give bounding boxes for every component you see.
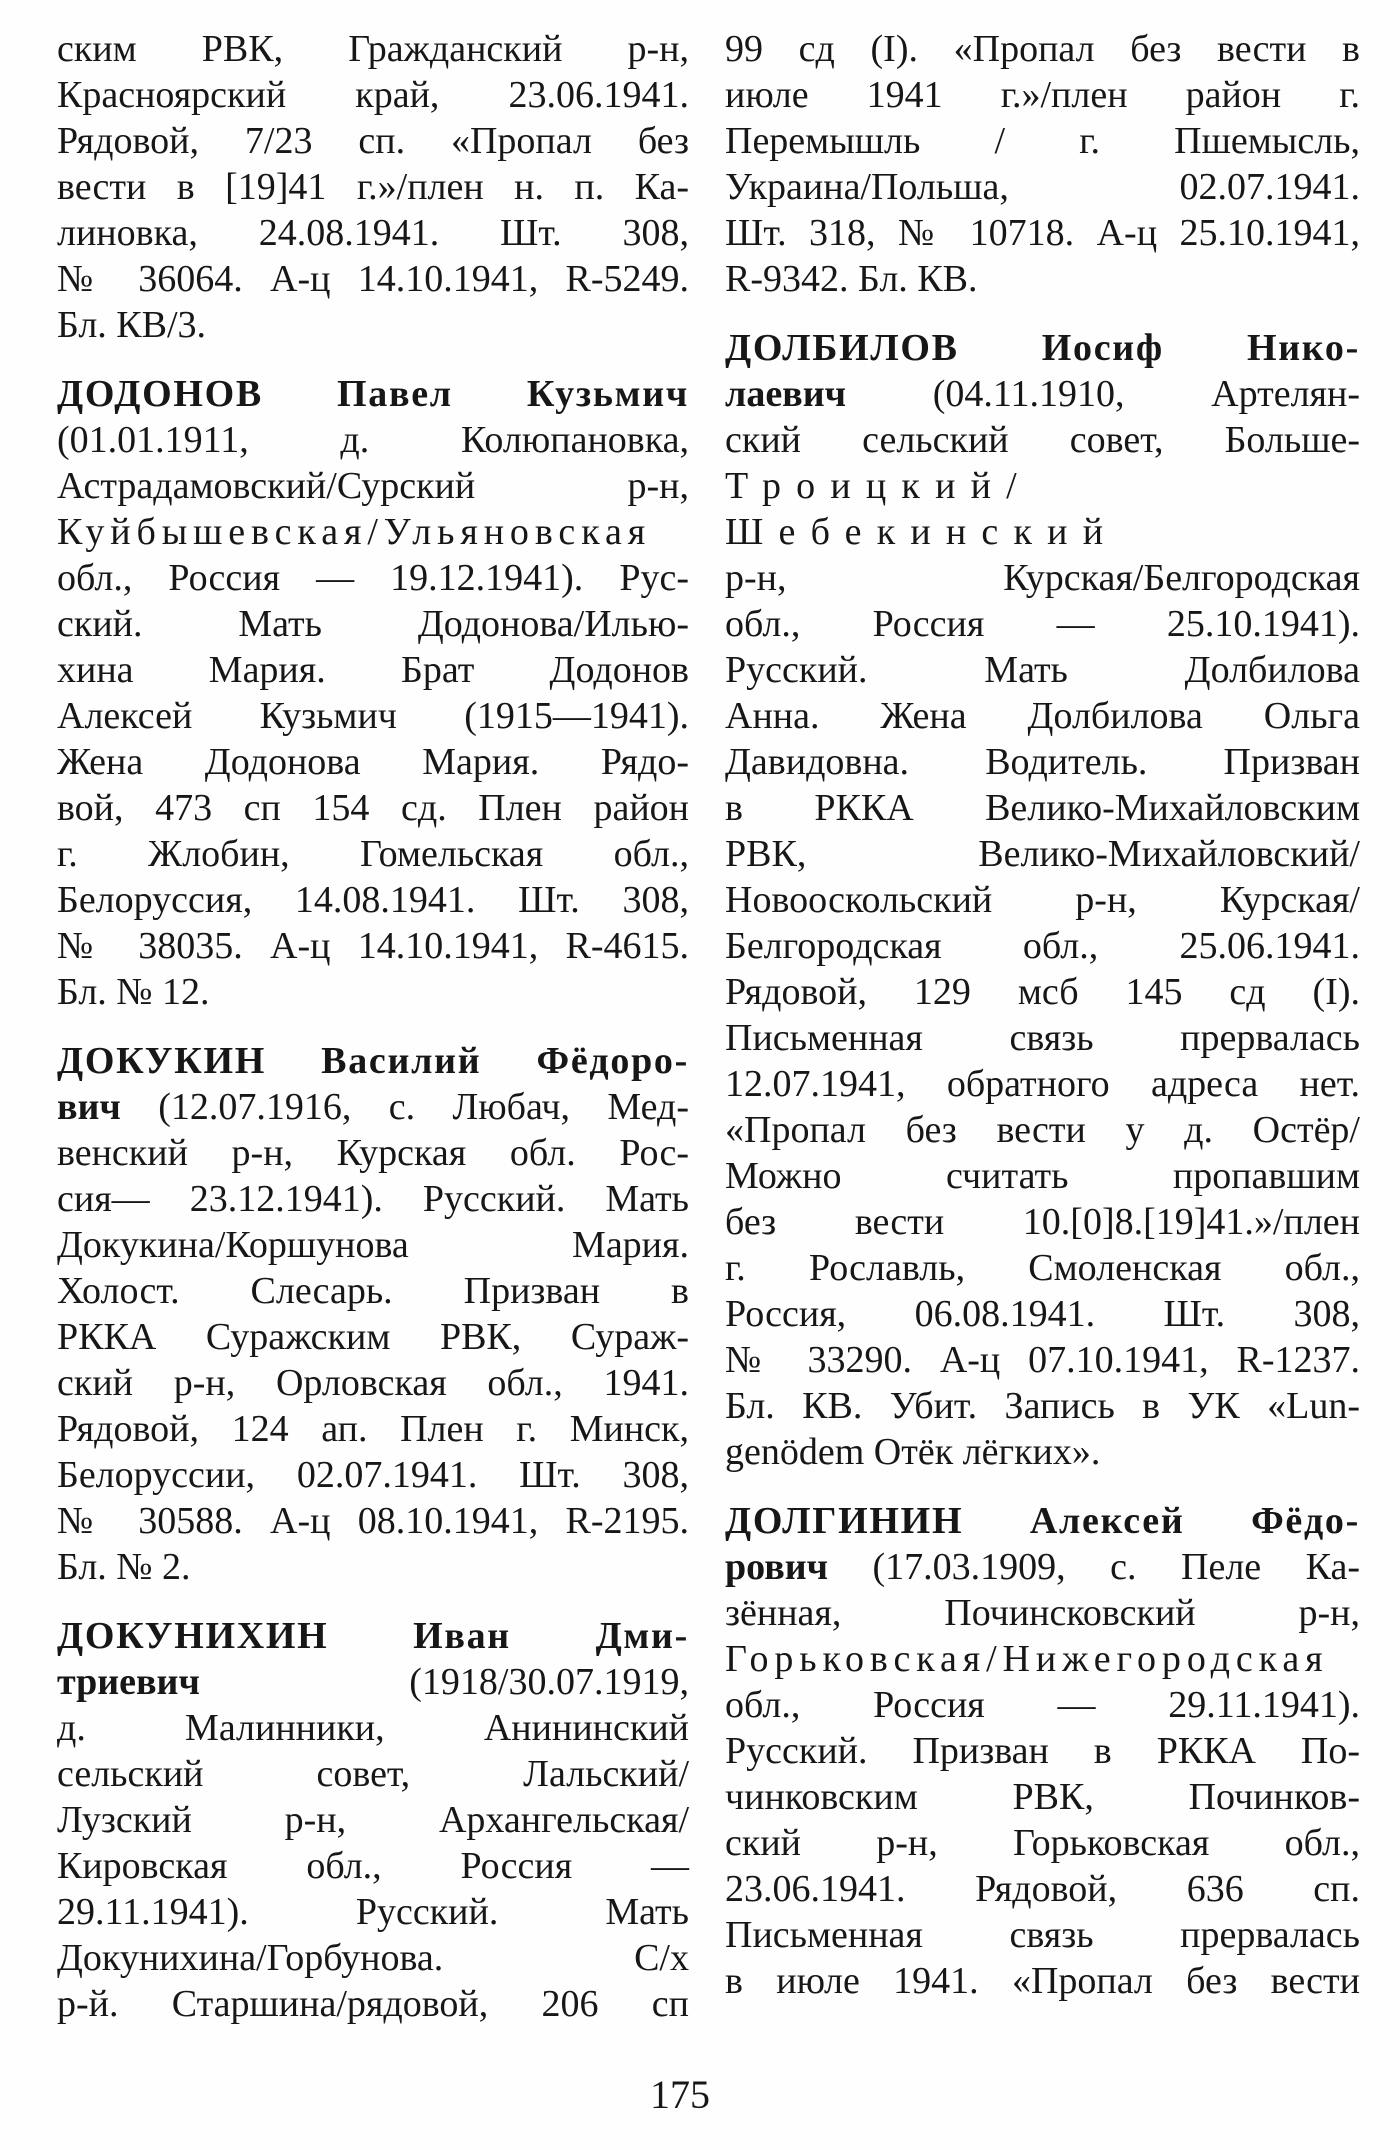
text-line (57, 1406, 689, 1452)
entry-text: Алексей Кузьмич (1915—1941). (57, 695, 689, 737)
entry-text: Россия, 06.08.1941. Шт. 308, (725, 1293, 1360, 1335)
text-line (725, 1636, 1360, 1682)
entry-paragraph (725, 1498, 1360, 2004)
text-line (57, 1130, 689, 1176)
entry-text: Бл. № 12. (57, 971, 210, 1013)
text-line (725, 739, 1360, 785)
text-line (57, 1498, 689, 1544)
text-line (57, 1889, 689, 1935)
text-line (57, 601, 689, 647)
text-line (725, 1728, 1360, 1774)
entry-text: хина Мария. Брат Додонов (57, 649, 689, 691)
text-line (725, 1912, 1360, 1958)
entry-text: ский сельский совет, Больше- (725, 419, 1360, 461)
text-line (57, 1268, 689, 1314)
text-line (57, 1935, 689, 1981)
entry-text: обл., Россия — 25.10.1941). (725, 603, 1360, 645)
entry-headword: ДОЛБИЛОВ Иосиф Нико- (725, 327, 1360, 369)
text-line (725, 1498, 1360, 1544)
text-line (57, 118, 689, 164)
entry-text: R-9342. Бл. КВ. (725, 258, 978, 300)
entry-headword: ДОКУКИН Василий Фёдоро- (57, 1040, 689, 1082)
entry-text: (01.01.1911, д. Колюпановка, (57, 419, 689, 461)
text-line (57, 1544, 689, 1590)
text-column-right (725, 26, 1360, 2004)
text-line (725, 26, 1360, 72)
text-line (57, 1360, 689, 1406)
entry-text: Горьковская/Нижегородская (725, 1638, 1329, 1680)
entry-text: Красноярский край, 23.06.1941. (57, 74, 689, 116)
entry-text: июле 1941 г.»/плен район г. (725, 74, 1360, 116)
text-line (57, 1613, 689, 1659)
entry-text: г. Жлобин, Гомельская обл., (57, 833, 689, 875)
entry-paragraph (57, 1038, 689, 1590)
text-line (57, 417, 689, 463)
entry-text: Лузский р-н, Архангельская/ (57, 1799, 689, 1841)
entry-text: Шт. 318, № 10718. А-ц 25.10.1941, (725, 212, 1360, 254)
entry-text: вой, 473 сп 154 сд. Плен район (57, 787, 689, 829)
entry-text: № 36064. А-ц 14.10.1941, R-5249. (57, 258, 689, 300)
entry-text: Белгородская обл., 25.06.1941. (725, 925, 1360, 967)
text-line (725, 1015, 1360, 1061)
entry-text: чинковским РВК, Починков- (725, 1776, 1360, 1818)
text-line (725, 1958, 1360, 2004)
entry-text: Троицкий/Шебекинский (725, 465, 1119, 553)
text-line (57, 739, 689, 785)
entry-text: Письменная связь прервалась (725, 1017, 1360, 1059)
text-line (725, 877, 1360, 923)
entry-text: Кировская обл., Россия — (57, 1845, 689, 1887)
entry-headword: лаевич (725, 373, 847, 415)
text-line (57, 1659, 689, 1705)
text-line (57, 1038, 689, 1084)
entry-text: № 30588. А-ц 08.10.1941, R-2195. (57, 1500, 689, 1542)
text-line (57, 1314, 689, 1360)
text-line (725, 1337, 1360, 1383)
entry-text: Жена Додонова Мария. Рядо- (57, 741, 689, 783)
entry-headword: вич (57, 1086, 121, 1128)
text-line (725, 325, 1360, 371)
text-line (57, 1797, 689, 1843)
text-line (725, 555, 1360, 601)
entry-text: Давидовна. Водитель. Призван (725, 741, 1360, 783)
entry-text: вести в [19]41 г.»/плен н. п. Ка- (57, 166, 689, 208)
text-line (725, 256, 1360, 302)
entry-text: Докукина/Коршунова Мария. (57, 1224, 689, 1266)
entry-text: РККА Суражским РВК, Сураж- (57, 1316, 689, 1358)
text-line (57, 785, 689, 831)
entry-text: Анна. Жена Долбилова Ольга (725, 695, 1360, 737)
entry-text: зённая, Починсковский р-н, (725, 1592, 1360, 1634)
text-line (725, 1291, 1360, 1337)
text-line (725, 72, 1360, 118)
text-line (725, 831, 1360, 877)
entry-text: 99 сд (I). «Пропал без вести в (725, 28, 1360, 70)
text-line (57, 509, 689, 555)
text-line (57, 371, 689, 417)
text-line (725, 1383, 1360, 1429)
text-line (725, 118, 1360, 164)
text-line (725, 1820, 1360, 1866)
entry-text: Украина/Польша, 02.07.1941. (725, 166, 1360, 208)
entry-text: ский р-н, Орловская обл., 1941. (57, 1362, 689, 1404)
page-number: 175 (650, 2072, 710, 2117)
entry-text: д. Малинники, Анининский (57, 1707, 689, 1749)
entry-text: Белоруссия, 14.08.1941. Шт. 308, (57, 879, 689, 921)
entry-text: (1918/30.07.1919, (199, 1661, 689, 1703)
entry-text: линовка, 24.08.1941. Шт. 308, (57, 212, 689, 254)
text-line (725, 923, 1360, 969)
text-line (57, 969, 689, 1015)
entry-text: Письменная связь прервалась (725, 1914, 1360, 1956)
text-line (57, 877, 689, 923)
entry-text: Бл. № 2. (57, 1546, 191, 1588)
text-line (57, 164, 689, 210)
text-line (57, 1176, 689, 1222)
entry-text: Рядовой, 124 ап. Плен г. Минск, (57, 1408, 689, 1450)
entry-text: Бл. КВ. Убит. Запись в УК «Lun- (725, 1385, 1360, 1427)
text-line (725, 1682, 1360, 1728)
entry-text: (04.11.1910, Артелян- (846, 373, 1360, 415)
entry-text: 29.11.1941). Русский. Мать (57, 1891, 689, 1933)
entry-text: р-н, Курская/Белгородская (725, 557, 1360, 599)
entry-text: венский р-н, Курская обл. Рос- (57, 1132, 689, 1174)
entry-paragraph (57, 1613, 689, 2027)
text-line (725, 1107, 1360, 1153)
entry-text: Рядовой, 129 мсб 145 сд (I). (725, 971, 1360, 1013)
text-line (57, 1751, 689, 1797)
entry-text: в июле 1941. «Пропал без вести (725, 1960, 1360, 2002)
text-line (725, 210, 1360, 256)
text-line (725, 1153, 1360, 1199)
entry-text: Новооскольский р-н, Курская/ (725, 879, 1360, 921)
text-line (725, 1774, 1360, 1820)
entry-text: № 38035. А-ц 14.10.1941, R-4615. (57, 925, 689, 967)
text-line (57, 923, 689, 969)
text-line (57, 210, 689, 256)
entry-headword: ДОКУНИХИН Иван Дми- (57, 1615, 689, 1657)
text-line (57, 647, 689, 693)
text-line (725, 463, 1360, 555)
text-line (57, 256, 689, 302)
entry-text: РВК, Велико-Михайловский/ (725, 833, 1360, 875)
text-line (57, 463, 689, 509)
entry-text: 23.06.1941. Рядовой, 636 сп. (725, 1868, 1360, 1910)
entry-text: Русский. Мать Долбилова (725, 649, 1360, 691)
entry-text: ский р-н, Горьковская обл., (725, 1822, 1360, 1864)
text-line (57, 1452, 689, 1498)
text-line (57, 693, 689, 739)
text-line (725, 1866, 1360, 1912)
entry-text: Перемышль / г. Пшемысль, (725, 120, 1360, 162)
entry-headword: триевич (57, 1661, 200, 1703)
text-line (725, 969, 1360, 1015)
entry-paragraph (57, 371, 689, 1015)
entry-headword: ДОЛГИНИН Алексей Фёдо- (725, 1500, 1360, 1542)
text-line (725, 647, 1360, 693)
text-column-left (57, 26, 689, 2027)
entry-text: без вести 10.[0]8.[19]41.»/плен (725, 1201, 1360, 1243)
text-line (725, 1245, 1360, 1291)
text-line (725, 693, 1360, 739)
entry-text: Рядовой, 7/23 сп. «Пропал без (57, 120, 689, 162)
entry-text: Русский. Призван в РККА По- (725, 1730, 1360, 1772)
entry-text: сельский совет, Лальский/ (57, 1753, 689, 1795)
entry-text: г. Рославль, Смоленская обл., (725, 1247, 1360, 1289)
text-line (57, 1084, 689, 1130)
entry-headword: рович (725, 1546, 829, 1588)
entry-text: «Пропал без вести у д. Остёр/ (725, 1109, 1360, 1151)
text-line (57, 555, 689, 601)
text-line (725, 1429, 1360, 1475)
text-line (57, 72, 689, 118)
text-line (57, 26, 689, 72)
entry-paragraph (57, 26, 689, 348)
entry-text: Бл. КВ/3. (57, 304, 207, 346)
entry-text: Астрадамовский/Сурский р-н, (57, 465, 689, 507)
entry-text: Можно считать пропавшим (725, 1155, 1360, 1197)
text-line (725, 417, 1360, 463)
entry-text: р-й. Старшина/рядовой, 206 сп (57, 1983, 689, 2025)
entry-text: Докунихина/Горбунова. С/х (57, 1937, 689, 1979)
text-line (725, 785, 1360, 831)
entry-text: сия— 23.12.1941). Русский. Мать (57, 1178, 689, 1220)
entry-text: Куйбышевская/Ульяновская (57, 511, 652, 553)
entry-text: (12.07.1916, с. Любач, Мед- (120, 1086, 689, 1128)
entry-headword: ДОДОНОВ Павел Кузьмич (57, 373, 689, 415)
entry-text: ский. Мать Додонова/Илью- (57, 603, 689, 645)
entry-text: genödem Отёк лёгких». (725, 1431, 1101, 1473)
text-line (725, 371, 1360, 417)
entry-text: обл., Россия — 29.11.1941). (725, 1684, 1360, 1726)
text-line (57, 1705, 689, 1751)
text-line (725, 164, 1360, 210)
text-line (725, 1061, 1360, 1107)
entry-text: (17.03.1909, с. Пеле Ка- (828, 1546, 1360, 1588)
text-line (57, 1981, 689, 2027)
entry-text: № 33290. А-ц 07.10.1941, R-1237. (725, 1339, 1360, 1381)
entry-text: обл., Россия — 19.12.1941). Рус- (57, 557, 689, 599)
entry-text: ским РВК, Гражданский р-н, (57, 28, 689, 70)
text-line (57, 1222, 689, 1268)
text-line (725, 1544, 1360, 1590)
text-line (57, 831, 689, 877)
entry-paragraph (725, 325, 1360, 1475)
text-line (57, 1843, 689, 1889)
entry-text: Холост. Слесарь. Призван в (57, 1270, 689, 1312)
entry-text: 12.07.1941, обратного адреса нет. (725, 1063, 1360, 1105)
entry-text: в РККА Велико-Михайловским (725, 787, 1360, 829)
text-line (725, 1590, 1360, 1636)
entry-paragraph (725, 26, 1360, 302)
text-line (725, 1199, 1360, 1245)
text-line (57, 302, 689, 348)
entry-text: Белоруссии, 02.07.1941. Шт. 308, (57, 1454, 689, 1496)
text-line (725, 601, 1360, 647)
